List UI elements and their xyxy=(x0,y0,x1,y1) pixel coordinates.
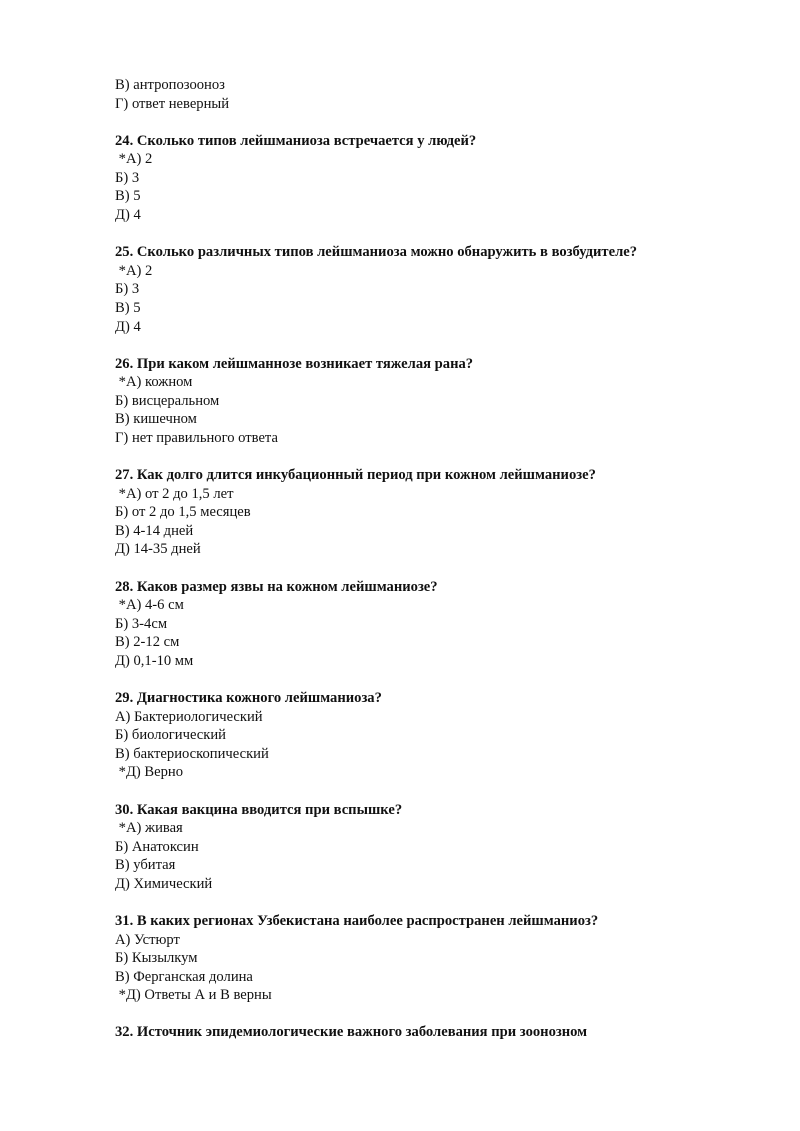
answer-list xyxy=(115,262,755,336)
question-28 xyxy=(115,578,755,671)
answer-option: Д) Химический xyxy=(115,875,213,892)
answer-option: В) убитая xyxy=(115,857,176,874)
answer-option: Г) ответ неверный xyxy=(115,95,230,112)
question-title: 29. Диагностика кожного лейшманиоза? xyxy=(115,690,382,707)
answer-option: *Д) Верно xyxy=(115,764,184,781)
answer-option: *А) кожном xyxy=(115,374,193,391)
answer-option: Г) нет правильного ответа xyxy=(115,430,278,446)
answer-option: *А) 2 xyxy=(115,151,153,168)
question-24 xyxy=(115,132,755,225)
question-title: 25. Сколько различных типов лейшманиоза можно обнаружить в возбудителе? xyxy=(115,244,638,261)
answer-option: В) бактериоскопический xyxy=(115,745,269,762)
answer-option: Д) 14-35 дней xyxy=(115,541,201,558)
answer-option: В) 2-12 см xyxy=(115,634,180,651)
carryover-answers xyxy=(115,76,755,113)
answer-list xyxy=(115,485,755,559)
answer-option: Б) Анатоксин xyxy=(115,838,199,855)
answer-option: В) антропозооноз xyxy=(115,77,225,93)
answer-option: *А) от 2 до 1,5 лет xyxy=(115,485,234,502)
answer-option: Б) от 2 до 1,5 месяцев xyxy=(115,504,251,521)
answer-option: Б) 3 xyxy=(115,169,140,186)
answer-option: Д) 0,1-10 мм xyxy=(115,652,194,669)
answer-option: В) Ферганская долина xyxy=(115,968,253,985)
answer-option: Б) 3-4см xyxy=(115,615,168,632)
answer-option: Б) 3 xyxy=(115,281,140,298)
answer-option: Б) висцеральном xyxy=(115,392,220,409)
answer-option: *Д) Ответы А и В верны xyxy=(115,987,272,1004)
answer-list xyxy=(115,931,755,1005)
answer-option: Б) Кызылкум xyxy=(115,950,198,967)
answer-option: В) 5 xyxy=(115,188,141,205)
answer-option: *А) 4-6 см xyxy=(115,597,184,614)
question-27 xyxy=(115,466,755,559)
answer-option: А) Устюрт xyxy=(115,931,180,948)
answer-option: Д) 4 xyxy=(115,207,141,224)
question-31 xyxy=(115,912,755,1005)
question-25 xyxy=(115,243,755,336)
answer-option: В) 5 xyxy=(115,299,141,316)
question-29 xyxy=(115,689,755,782)
question-32 xyxy=(115,1023,755,1042)
answer-list xyxy=(115,819,755,893)
question-title: 24. Сколько типов лейшманиоза встречается у людей? xyxy=(115,132,477,149)
answer-list xyxy=(115,596,755,670)
answer-option: *А) 2 xyxy=(115,262,153,279)
answer-list xyxy=(115,150,755,224)
answer-option: В) кишечном xyxy=(115,411,197,428)
answer-option: *А) живая xyxy=(115,820,183,837)
answer-list xyxy=(115,708,755,782)
question-title: 31. В каких регионах Узбекистана наиболее распространен лейшманиоз? xyxy=(115,912,599,929)
answer-option: В) 4-14 дней xyxy=(115,522,194,539)
question-30 xyxy=(115,801,755,894)
answer-option: А) Бактериологический xyxy=(115,708,263,725)
question-26 xyxy=(115,355,755,448)
question-title: 27. Как долго длится инкубационный период при кожном лейшманиозе? xyxy=(115,467,596,484)
question-title: 26. При каком лейшманнозе возникает тяжелая рана? xyxy=(115,355,474,372)
question-title: 32. Источник эпидемиологические важного заболевания при зоонозном xyxy=(115,1024,588,1041)
answer-option: Д) 4 xyxy=(115,318,141,335)
answer-option: Б) биологический xyxy=(115,727,226,744)
document-page xyxy=(115,76,755,1042)
answer-list xyxy=(115,373,755,447)
question-title: 30. Какая вакцина вводится при вспышке? xyxy=(115,801,403,818)
question-title: 28. Каков размер язвы на кожном лейшманиозе? xyxy=(115,578,438,595)
